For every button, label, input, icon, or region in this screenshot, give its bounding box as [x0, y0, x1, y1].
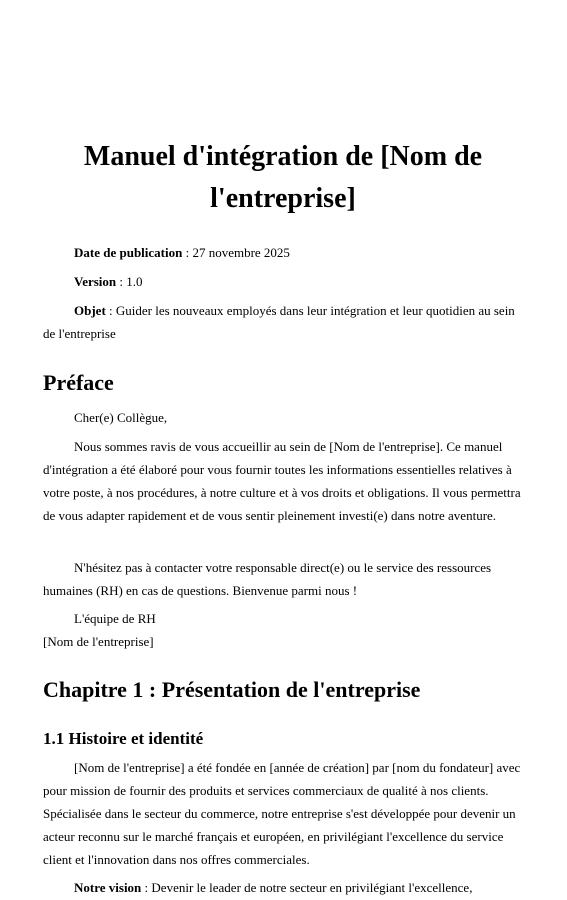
publication-date-label: Date de publication: [74, 245, 183, 260]
objective-line: [43, 299, 523, 345]
version-label: Version: [74, 274, 117, 289]
publication-date-line: [43, 241, 523, 264]
vision-line: [43, 876, 523, 899]
vision-label: Notre vision: [74, 880, 142, 895]
objective-value: : Guider les nouveaux employés dans leur intégration et leur quotidien au sein de l'entreprise: [43, 303, 515, 341]
vision-value: : Devenir le leader de notre secteur en privilégiant l'excellence,: [141, 880, 473, 895]
preface-greeting: Cher(e) Collègue,: [74, 410, 168, 425]
preface-heading: Préface: [43, 370, 114, 395]
document-title: Manuel d'intégration de [Nom de l'entreprise]: [83, 141, 483, 214]
signature-line-1: L'équipe de RH: [74, 611, 156, 626]
signature-line-2: [Nom de l'entreprise]: [43, 634, 154, 649]
section-1-1-heading: 1.1 Histoire et identité: [43, 729, 204, 748]
section-1-1-paragraph: [Nom de l'entreprise] a été fondée en [année de création] par [nom du fondateur] avec pour mission de fournir des produits et services commerciaux de qualité à nos clients. Spécialisée dans le secteur du commerce, notre entreprise s'est développée pour devenir un acteur reconnu sur le marché français et européen, en privilégiant l'excellence du service client et l'innovation dans nos offres commerciales.: [43, 760, 521, 867]
version-value: : 1.0: [116, 274, 143, 289]
publication-date-value: : 27 novembre 2025: [182, 245, 290, 260]
preface-paragraph-2: N'hésitez pas à contacter votre responsable direct(e) ou le service des ressources humaines (RH) en cas de questions. Bienvenue parmi nous !: [43, 560, 492, 598]
chapter-1-heading: Chapitre 1 : Présentation de l'entreprise: [43, 677, 421, 702]
objective-label: Objet: [74, 303, 106, 318]
version-line: [43, 270, 523, 293]
preface-paragraph-1: Nous sommes ravis de vous accueillir au sein de [Nom de l'entreprise]. Ce manuel d'intégration a été élaboré pour vous fournir toutes les informations essentielles relatives à votre poste, à nos procédures, à notre culture et à vos droits et obligations. Il vous permettra de vous adapter rapidement et de vous sentir pleinement investi(e) dans notre aventure.: [43, 439, 521, 523]
